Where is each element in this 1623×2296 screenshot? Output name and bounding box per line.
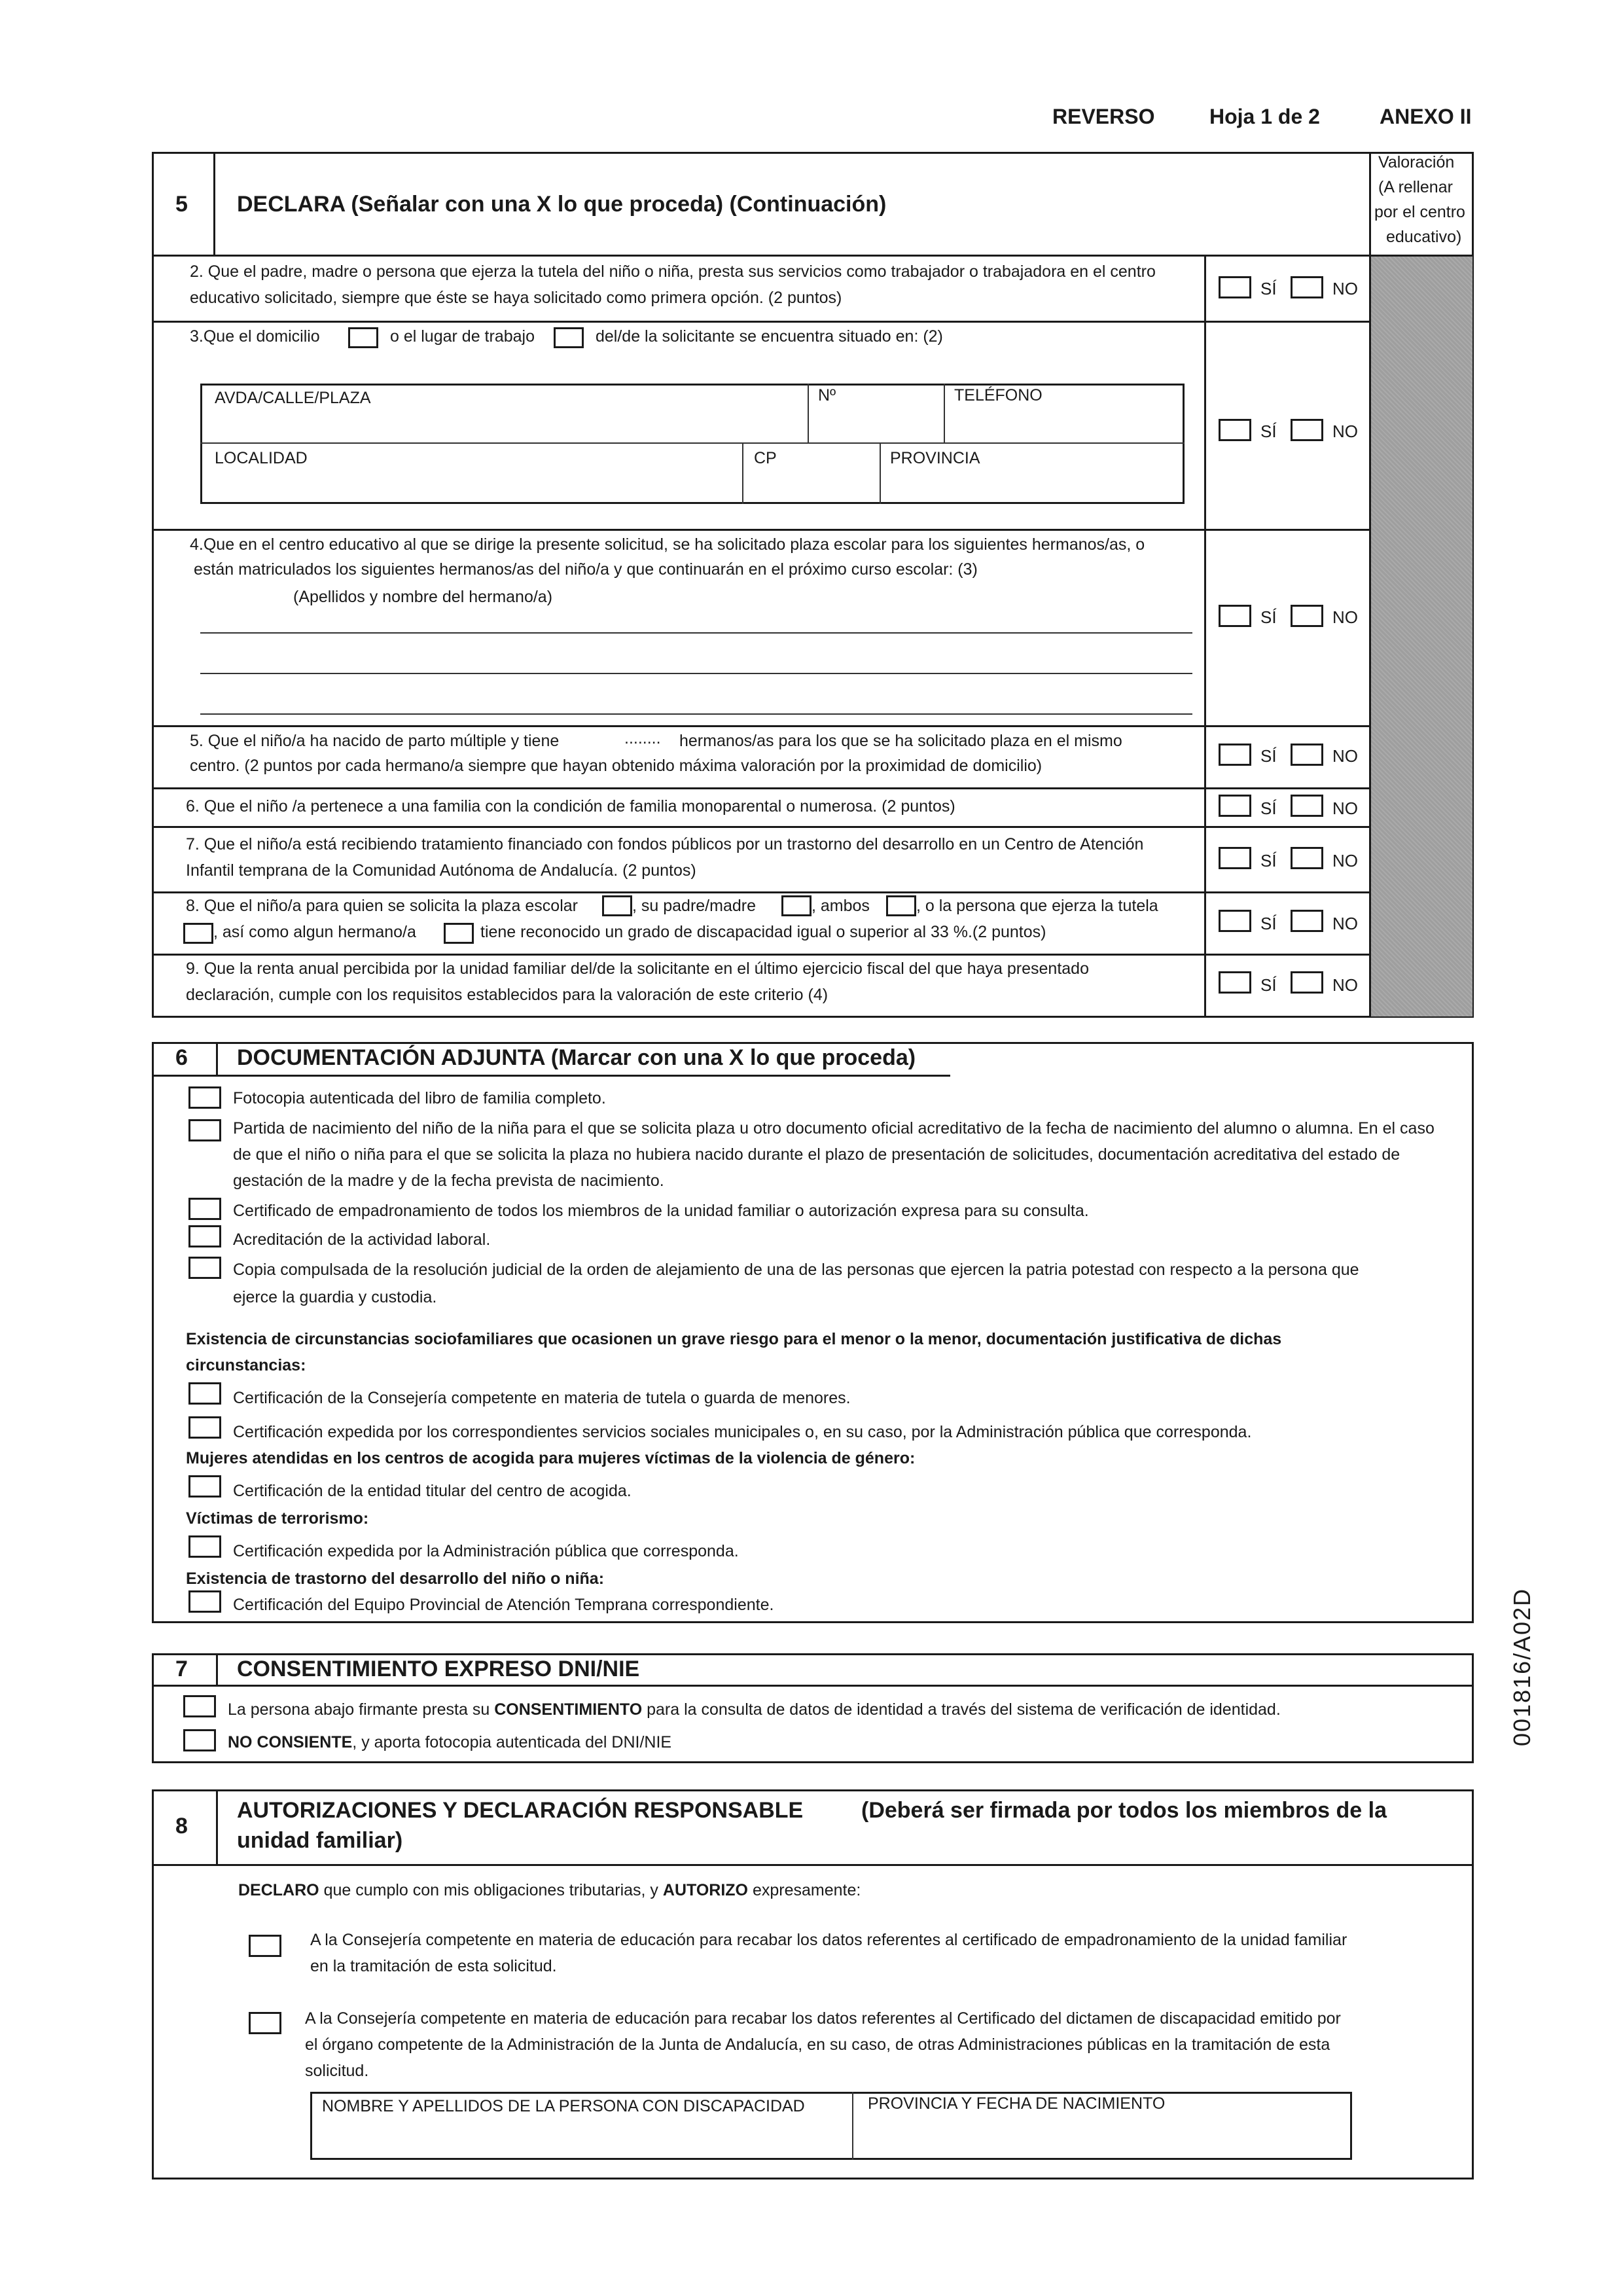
doc-actividad-laboral-text: Acreditación de la actividad laboral. bbox=[233, 1230, 491, 1249]
item-6-si-label: SÍ bbox=[1260, 798, 1277, 818]
item-4-no-label: NO bbox=[1332, 607, 1358, 627]
address-provincia-label: PROVINCIA bbox=[890, 449, 980, 467]
item-2-no-label: NO bbox=[1332, 279, 1358, 298]
consent-text-a: La persona abajo firmante presta su bbox=[228, 1700, 490, 1719]
header-reverso: REVERSO bbox=[1052, 105, 1155, 128]
header-anexo: ANEXO II bbox=[1380, 105, 1472, 128]
item-5-no-label: NO bbox=[1332, 746, 1358, 766]
hermano-line-2[interactable] bbox=[200, 673, 1192, 674]
item-5-si-label: SÍ bbox=[1260, 746, 1277, 766]
autoriza-empadronamiento-line-1: A la Consejería competente en materia de educación para recabar los datos referentes al certificado de empadronamiento de la unidad familiar bbox=[310, 1931, 1347, 1949]
doc-libro-familia-checkbox[interactable] bbox=[188, 1086, 221, 1109]
section-7-number: 7 bbox=[175, 1657, 188, 1681]
item-3-text-a: 3.Que el domicilio bbox=[190, 327, 320, 346]
doc-resolucion-judicial-checkbox[interactable] bbox=[188, 1257, 221, 1279]
section-8-title-b: (Deberá ser firmada por todos los miembros de la bbox=[861, 1798, 1387, 1823]
item-8-si-label: SÍ bbox=[1260, 914, 1277, 933]
header-hoja: Hoja 1 de 2 bbox=[1209, 105, 1320, 128]
item-8-text-e: , así como algun hermano/a bbox=[213, 923, 416, 941]
consiente-checkbox[interactable] bbox=[183, 1695, 216, 1717]
item-3-text-c: del/de la solicitante se encuentra situado en: (2) bbox=[596, 327, 943, 346]
item-4-line-1: 4.Que en el centro educativo al que se dirige la presente solicitud, se ha solicitado plaza escolar para los siguientes hermanos/as, o bbox=[190, 535, 1145, 554]
valoracion-shade bbox=[1370, 255, 1472, 1016]
doc-terrorismo-checkbox[interactable] bbox=[188, 1535, 221, 1558]
discapacidad-table-col-provincia: PROVINCIA Y FECHA DE NACIMIENTO bbox=[868, 2094, 1166, 2113]
autoriza-empadronamiento-checkbox[interactable] bbox=[249, 1935, 281, 1957]
doc-servicios-sociales-text: Certificación expedida por los correspondientes servicios sociales municipales o, en su caso, por la Administración pública que corresponda. bbox=[233, 1423, 1252, 1441]
tutela-discapacidad-checkbox[interactable] bbox=[183, 923, 213, 944]
item-4-line-2: están matriculados los siguientes hermanos/as del niño/a y que continuarán en el próximo curso escolar: (3) bbox=[194, 560, 978, 579]
no-consent-text bbox=[228, 1729, 671, 1755]
item-7-line-1: 7. Que el niño/a está recibiendo tratamiento financiado con fondos públicos por un trastorno del desarrollo en un Centro de Atención bbox=[186, 835, 1144, 853]
item-7-no-checkbox[interactable] bbox=[1291, 847, 1323, 869]
address-localidad-label: LOCALIDAD bbox=[215, 449, 308, 467]
doc-partida-line-3: gestación de la madre y de la fecha prevista de nacimiento. bbox=[233, 1172, 664, 1190]
address-cp-label: CP bbox=[754, 449, 777, 467]
doc-empadronamiento-checkbox[interactable] bbox=[188, 1198, 221, 1220]
item-6-no-label: NO bbox=[1332, 798, 1358, 818]
address-numero-label: Nº bbox=[818, 386, 836, 404]
discapacidad-table-col-nombre: NOMBRE Y APELLIDOS DE LA PERSONA CON DISCAPACIDAD bbox=[322, 2097, 805, 2115]
doc-tutela-checkbox[interactable] bbox=[188, 1382, 221, 1405]
item-2-si-checkbox[interactable] bbox=[1219, 276, 1251, 298]
item-8-no-label: NO bbox=[1332, 914, 1358, 933]
item-8-si-checkbox[interactable] bbox=[1219, 910, 1251, 932]
item-5-text-c: centro. (2 puntos por cada hermano/a siempre que hayan obtenido máxima valoración por la proximidad de domicilio) bbox=[190, 757, 1043, 775]
item-3-si-checkbox[interactable] bbox=[1219, 419, 1251, 441]
valoracion-line-4: educativo) bbox=[1386, 228, 1462, 246]
item-5-no-checkbox[interactable] bbox=[1291, 744, 1323, 766]
item-6-no-checkbox[interactable] bbox=[1291, 795, 1323, 817]
heading-sociofamiliares-line-2: circunstancias: bbox=[186, 1356, 306, 1374]
doc-partida-nacimiento-checkbox[interactable] bbox=[188, 1119, 221, 1141]
heading-violencia-genero: Mujeres atendidas en los centros de acogida para mujeres víctimas de la violencia de género: bbox=[186, 1449, 916, 1467]
doc-atencion-temprana-text: Certificación del Equipo Provincial de Atención Temprana correspondiente. bbox=[233, 1596, 774, 1614]
autoriza-discapacidad-line-3: solicitud. bbox=[305, 2062, 369, 2080]
doc-centro-acogida-text: Certificación de la entidad titular del centro de acogida. bbox=[233, 1482, 632, 1500]
valoracion-line-1: Valoración bbox=[1378, 153, 1455, 171]
heading-sociofamiliares-line-1: Existencia de circunstancias sociofamiliares que ocasionen un grave riesgo para el menor o la menor, documentación justificativa de dichas bbox=[186, 1330, 1282, 1348]
heading-trastorno-desarrollo: Existencia de trastorno del desarrollo del niño o niña: bbox=[186, 1570, 605, 1588]
nino-discapacidad-checkbox[interactable] bbox=[602, 895, 632, 916]
doc-partida-line-1: Partida de nacimiento del niño de la niña para el que se solicita plaza u otro documento oficial acreditativo de la fecha de nacimiento del alumno o alumna. En el caso bbox=[233, 1119, 1435, 1138]
item-9-line-1: 9. Que la renta anual percibida por la unidad familiar del/de la solicitante en el último ejercicio fiscal del que haya presentado bbox=[186, 960, 1089, 978]
ambos-discapacidad-checkbox[interactable] bbox=[886, 895, 916, 916]
item-5-text-b: hermanos/as para los que se ha solicitado plaza en el mismo bbox=[679, 732, 1122, 750]
item-3-no-label: NO bbox=[1332, 422, 1358, 441]
item-8-text-a: 8. Que el niño/a para quien se solicita la plaza escolar bbox=[186, 897, 578, 915]
consent-text-c: para la consulta de datos de identidad a través del sistema de verificación de identidad. bbox=[647, 1700, 1281, 1719]
item-3-no-checkbox[interactable] bbox=[1291, 419, 1323, 441]
doc-terrorismo-text: Certificación expedida por la Administración pública que corresponda. bbox=[233, 1542, 739, 1560]
item-2-no-checkbox[interactable] bbox=[1291, 276, 1323, 298]
doc-actividad-laboral-checkbox[interactable] bbox=[188, 1225, 221, 1247]
doc-resolucion-line-1: Copia compulsada de la resolución judicial de la orden de alejamiento de una de las personas que ejercen la patria potestad con respecto a la persona que bbox=[233, 1261, 1359, 1279]
autoriza-discapacidad-line-1: A la Consejería competente en materia de educación para recabar los datos referentes al Certificado del dictamen de discapacidad emitido por bbox=[305, 2009, 1341, 2028]
no-consent-text-b: , y aporta fotocopia autenticada del DNI/NIE bbox=[352, 1733, 672, 1751]
item-9-no-label: NO bbox=[1332, 975, 1358, 995]
no-consiente-checkbox[interactable] bbox=[183, 1729, 216, 1751]
section-6-number: 6 bbox=[175, 1045, 188, 1070]
item-7-si-checkbox[interactable] bbox=[1219, 847, 1251, 869]
item-8-text-b: , su padre/madre bbox=[632, 897, 756, 915]
item-9-line-2: declaración, cumple con los requisitos establecidos para la valoración de este criterio (4) bbox=[186, 986, 829, 1004]
item-4-no-checkbox[interactable] bbox=[1291, 605, 1323, 627]
doc-atencion-temprana-checkbox[interactable] bbox=[188, 1590, 221, 1613]
heading-terrorismo: Víctimas de terrorismo: bbox=[186, 1509, 369, 1528]
declaro-text bbox=[238, 1877, 861, 1903]
consent-text-b: CONSENTIMIENTO bbox=[494, 1700, 643, 1719]
item-8-text-c: , ambos bbox=[812, 897, 870, 915]
autoriza-discapacidad-line-2: el órgano competente de la Administración de la Junta de Andalucía, en su caso, de otras Administraciones públicas en la tramitación de esta bbox=[305, 2036, 1330, 2054]
hermano-line-1[interactable] bbox=[200, 632, 1192, 634]
item-7-si-label: SÍ bbox=[1260, 851, 1277, 870]
item-5-si-checkbox[interactable] bbox=[1219, 744, 1251, 766]
autoriza-empadronamiento-line-2: en la tramitación de esta solicitud. bbox=[310, 1957, 557, 1975]
address-telefono-label: TELÉFONO bbox=[954, 386, 1043, 404]
item-5-text-a: 5. Que el niño/a ha nacido de parto múltiple y tiene bbox=[190, 732, 560, 750]
item-8-no-checkbox[interactable] bbox=[1291, 910, 1323, 932]
doc-empadronamiento-text: Certificado de empadronamiento de todos los miembros de la unidad familiar o autorización expresa para su consulta. bbox=[233, 1202, 1089, 1220]
doc-centro-acogida-checkbox[interactable] bbox=[188, 1475, 221, 1498]
address-calle-label: AVDA/CALLE/PLAZA bbox=[215, 389, 371, 407]
item-3-si-label: SÍ bbox=[1260, 422, 1277, 441]
item-2-si-label: SÍ bbox=[1260, 279, 1277, 298]
doc-partida-line-2: de que el niño o niña para el que se solicita la plaza no hubiera nacido durante el plazo de presentación de solicitudes, documentación acreditativa del estado de bbox=[233, 1145, 1400, 1164]
item-6-si-checkbox[interactable] bbox=[1219, 795, 1251, 817]
section-8-title-c: unidad familiar) bbox=[237, 1828, 403, 1853]
hermano-line-3[interactable] bbox=[200, 713, 1192, 715]
section-5-title: DECLARA (Señalar con una X lo que proceda) (Continuación) bbox=[237, 192, 887, 217]
doc-servicios-sociales-checkbox[interactable] bbox=[188, 1416, 221, 1439]
item-4-sub: (Apellidos y nombre del hermano/a) bbox=[293, 588, 553, 606]
item-8-text-f: tiene reconocido un grado de discapacidad igual o superior al 33 %.(2 puntos) bbox=[480, 923, 1046, 941]
declaro-text-c: AUTORIZO bbox=[662, 1881, 748, 1899]
section-7-title: CONSENTIMIENTO EXPRESO DNI/NIE bbox=[237, 1657, 640, 1681]
domicilio-checkbox[interactable] bbox=[348, 327, 378, 348]
doc-libro-familia-text: Fotocopia autenticada del libro de familia completo. bbox=[233, 1089, 606, 1107]
valoracion-line-3: por el centro bbox=[1374, 203, 1465, 221]
item-4-si-checkbox[interactable] bbox=[1219, 605, 1251, 627]
lugar-trabajo-checkbox[interactable] bbox=[554, 327, 584, 348]
declaro-text-d: expresamente: bbox=[752, 1881, 861, 1899]
item-8-text-d: , o la persona que ejerza la tutela bbox=[916, 897, 1158, 915]
doc-resolucion-line-2: ejerce la guardia y custodia. bbox=[233, 1288, 437, 1306]
section-8-title-a: AUTORIZACIONES Y DECLARACIÓN RESPONSABLE bbox=[237, 1798, 804, 1823]
padre-madre-discapacidad-checkbox[interactable] bbox=[781, 895, 812, 916]
item-6-text: 6. Que el niño /a pertenece a una familia con la condición de familia monoparental o numerosa. (2 puntos) bbox=[186, 797, 955, 816]
item-2-line-2: educativo solicitado, siempre que éste se haya solicitado como primera opción. (2 puntos) bbox=[190, 289, 842, 307]
no-consent-text-a: NO CONSIENTE bbox=[228, 1733, 353, 1751]
item-9-no-checkbox[interactable] bbox=[1291, 971, 1323, 994]
item-2-line-1: 2. Que el padre, madre o persona que ejerza la tutela del niño o niña, presta sus servicios como trabajador o trabajadora en el centro bbox=[190, 262, 1156, 281]
autoriza-discapacidad-checkbox[interactable] bbox=[249, 2012, 281, 2034]
section-5-number: 5 bbox=[175, 192, 188, 217]
consent-text bbox=[228, 1696, 1281, 1723]
valoracion-line-2: (A rellenar bbox=[1378, 178, 1453, 196]
form-code: 001816/A02D bbox=[1508, 1587, 1535, 1746]
declaro-text-b: que cumplo con mis obligaciones tributarias, y bbox=[323, 1881, 658, 1899]
declaro-text-a: DECLARO bbox=[238, 1881, 319, 1899]
item-7-no-label: NO bbox=[1332, 851, 1358, 870]
item-9-si-checkbox[interactable] bbox=[1219, 971, 1251, 994]
item-4-si-label: SÍ bbox=[1260, 607, 1277, 627]
item-5-dots[interactable]: ........ bbox=[624, 729, 661, 747]
section-8-number: 8 bbox=[175, 1814, 188, 1839]
doc-tutela-text: Certificación de la Consejería competente en materia de tutela o guarda de menores. bbox=[233, 1389, 851, 1407]
item-7-line-2: Infantil temprana de la Comunidad Autónoma de Andalucía. (2 puntos) bbox=[186, 861, 696, 880]
item-3-text-b: o el lugar de trabajo bbox=[390, 327, 535, 346]
hermano-discapacidad-checkbox[interactable] bbox=[444, 923, 474, 944]
item-9-si-label: SÍ bbox=[1260, 975, 1277, 995]
section-6-title: DOCUMENTACIÓN ADJUNTA (Marcar con una X lo que proceda) bbox=[237, 1045, 916, 1070]
